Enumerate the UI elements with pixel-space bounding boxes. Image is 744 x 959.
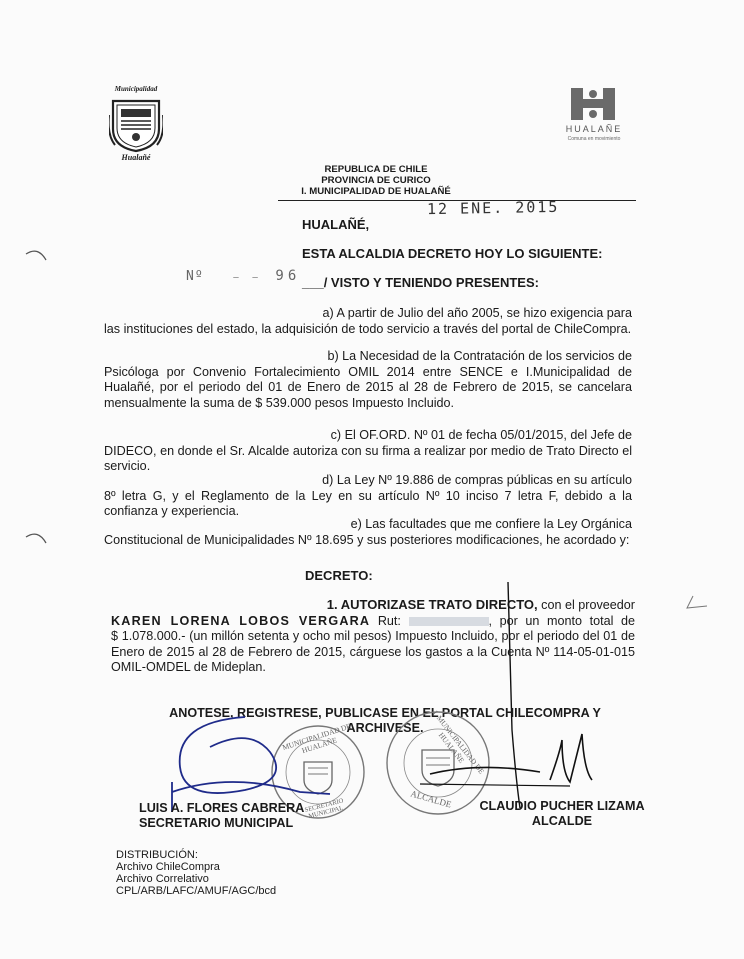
letter-h-icon <box>569 86 617 122</box>
considerando-d-rest: 8º letra G, y el Reglamento de la Ley en su artículo Nº 10 inciso 7 letra F, debido a la confianza y experiencia. <box>104 488 632 518</box>
place-heading: HUALAÑÉ, <box>302 217 370 232</box>
considerando-e-rest: Constitucional de Municipalidades Nº 18.695 y sus posteriores modificaciones, he acordado y: <box>104 532 630 547</box>
punch-mark-bottom <box>22 527 52 557</box>
considerando-d <box>104 473 632 520</box>
decree-title: ESTA ALCALDIA DECRETO HOY LO SIGUIENTE: <box>302 246 603 261</box>
mayor-name: CLAUDIO PUCHER LIZAMA <box>479 799 645 813</box>
mayor-block <box>472 799 652 829</box>
secretary-seal-bottom-text: SECRETARIO MUNICIPAL <box>304 797 345 821</box>
secretary-block <box>139 801 304 831</box>
considerando-a-rest: las instituciones del estado, la adquisición de todo servicio a través del portal de ChileCompra. <box>104 321 632 336</box>
resolution-rest: $ 1.078.000.- (un millón setenta y ocho mil pesos) Impuesto Incluido, por el periodo del 01 de Enero de 2015 al 28 de Febrero de 2015, cárguese los gastos a la Cuenta Nº 114-05-01-015 OMIL-OMDEL de Mideplan. <box>111 629 635 674</box>
considerando-a-first: a) A partir de Julio del año 2005, se hizo exigencia para <box>322 306 632 320</box>
considerando-c <box>104 428 632 475</box>
resolution-first-tail: con el proveedor <box>541 598 635 612</box>
considerando-c-first: c) El OF.ORD. Nº 01 de fecha 05/01/2015, del Jefe de <box>330 428 632 442</box>
distribution-block <box>116 849 276 897</box>
decreto-heading: DECRETO: <box>305 568 373 583</box>
secretary-title: SECRETARIO MUNICIPAL <box>139 816 294 830</box>
mayor-seal-bottom-text: ALCALDE <box>409 788 453 810</box>
mayor-title: ALCALDE <box>531 814 593 828</box>
mayor-seal-ring-text: I. MUNICIPALIDAD DE HUALAÑE <box>431 708 487 776</box>
distribution-item: Archivo ChileCompra <box>116 861 220 873</box>
distribution-item: CPL/ARB/LAFC/AMUF/AGC/bcd <box>116 885 277 897</box>
considerando-a <box>104 306 632 337</box>
distribution-item: Archivo Correlativo <box>116 873 209 885</box>
considerando-b-rest: Psicóloga por Convenio Fortalecimiento OMIL 2014 entre SENCE e I.Municipalidad de Hualañé, por el periodo del 01 de Enero de 2015 al 28 de Febrero de 2015, se cancelara mensualmente la suma de $ 539.000 pesos Impuesto Incluido. <box>104 364 632 410</box>
decree-number-stamp: Nº – – 96 <box>186 268 301 284</box>
pencil-mark <box>683 594 713 614</box>
resolution-rest-first: , por un monto total de <box>488 613 635 628</box>
coat-of-arms-top-text: Municipalidad <box>114 85 158 93</box>
provider-name: KAREN LORENA LOBOS VERGARA <box>111 613 371 628</box>
brand-logo-tagline: Comuna en movimiento <box>567 136 621 142</box>
rut-redacted <box>409 617 489 626</box>
decree-number-value: 96 <box>275 268 301 284</box>
secretary-name: LUIS A. FLORES CABRERA <box>139 801 305 815</box>
closing-line-2: ARCHIVESE. <box>346 721 424 735</box>
brand-logo-name: HUALAÑE <box>565 124 623 134</box>
letterhead-municipality: I. MUNICIPALIDAD DE HUALAÑÉ <box>301 186 451 197</box>
letterhead <box>296 164 456 197</box>
visto-heading: ___/ VISTO Y TENIENDO PRESENTES: <box>302 275 539 290</box>
coat-of-arms-bottom-text: Hualañé <box>121 153 151 162</box>
letterhead-country: REPUBLICA DE CHILE <box>324 164 428 175</box>
considerando-b <box>104 349 632 411</box>
distribution-heading: DISTRIBUCIÓN: <box>116 849 198 861</box>
resolution-second-line <box>111 614 635 630</box>
considerando-e-first: e) Las facultades que me confiere la Ley Orgánica <box>350 517 632 531</box>
rut-label: Rut: <box>377 613 401 628</box>
shield-icon <box>109 95 163 153</box>
punch-mark-top <box>22 244 52 274</box>
hualane-brand-logo <box>563 86 637 146</box>
date-stamp: 12 ENE. 2015 <box>426 197 560 219</box>
decree-number-prefix: Nº <box>186 269 204 284</box>
municipal-coat-of-arms <box>103 85 169 165</box>
closing-line-1: ANOTESE, REGISTRESE, PUBLICASE EN EL PORTAL CHILECOMPRA Y <box>169 706 601 720</box>
considerando-e <box>104 517 632 548</box>
considerando-b-first: b) La Necesidad de la Contratación de los servicios de <box>327 349 632 363</box>
considerando-c-rest: DIDECO, en donde el Sr. Alcalde autoriza con su firma a realizar por medio de Trato Directo el servicio. <box>104 443 632 473</box>
resolution-1 <box>111 597 635 676</box>
resolution-first-line <box>111 597 635 614</box>
secretary-seal-ring-text: MUNICIPALIDAD DE HUALAÑE <box>281 721 353 756</box>
considerando-d-first: d) La Ley Nº 19.886 de compras públicas en su artículo <box>322 473 632 487</box>
letterhead-province: PROVINCIA DE CURICO <box>321 175 431 186</box>
resolution-order: 1. AUTORIZASE TRATO DIRECTO, <box>326 597 538 612</box>
